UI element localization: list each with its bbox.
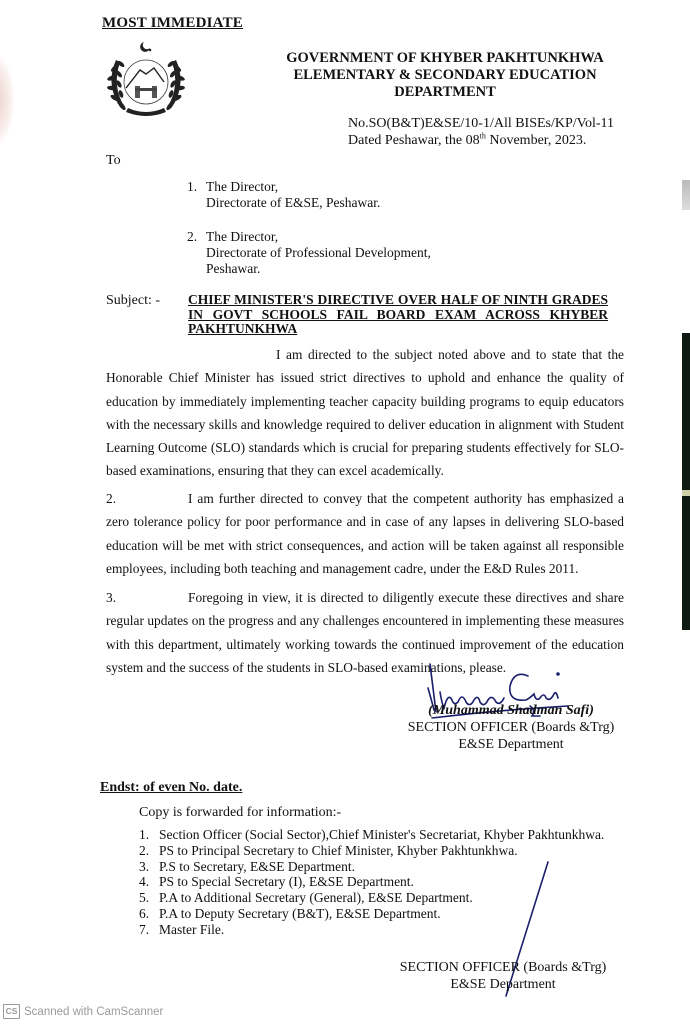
- paragraph-number: 2.: [106, 491, 117, 506]
- reference-number: No.SO(B&T)E&SE/10-1/All BISEs/KP/Vol-11: [348, 116, 615, 131]
- recipient: P.A to Additional Secretary (General), E&SE Department.: [159, 890, 473, 906]
- endorsement-title: Endst: of even No. date.: [100, 780, 243, 795]
- scan-smudge: [0, 55, 14, 145]
- watermark-label: Scanned with CamScanner: [24, 1005, 164, 1018]
- addressee-line: Directorate of Professional Development,: [206, 245, 431, 260]
- paragraph-text: Foregoing in view, it is directed to diligently execute these directives and share regular updates on the progress and any challenges encountered in implementing these measures with this department, ultimately working towards the continued improvement of the education system and the success of the students in SLO-based examinations, please.: [106, 590, 624, 675]
- paragraph-number: 3.: [106, 590, 117, 605]
- addressee-line: The Director,: [206, 179, 279, 194]
- signatory-name: (Muhammad Shadman Safi): [428, 703, 594, 718]
- signatory-department: E&SE Department: [450, 977, 556, 992]
- addressee-1: [187, 179, 380, 211]
- date-ordinal: th: [479, 131, 486, 141]
- recipient: Master File.: [159, 921, 225, 937]
- scan-edge-band: [682, 490, 690, 496]
- scan-edge-dark-strip: [682, 333, 690, 630]
- list-number: 6.: [139, 905, 150, 921]
- list-number: 5.: [139, 890, 150, 906]
- addressee-number: 2.: [187, 229, 198, 244]
- signatory-block: [400, 702, 622, 753]
- copy-intro: Copy is forwarded for information:-: [139, 805, 342, 820]
- letter-date: [348, 132, 614, 149]
- recipient: P.S to Secretary, E&SE Department.: [159, 858, 355, 874]
- addressee-line: Directorate of E&SE, Peshawar.: [206, 195, 381, 210]
- signatory-department: E&SE Department: [458, 737, 564, 752]
- addressee-line: The Director,: [206, 229, 279, 244]
- addressee-2: [187, 229, 431, 277]
- subject-label: Subject: -: [106, 293, 161, 308]
- signatory-designation: SECTION OFFICER (Boards &Trg): [399, 960, 607, 975]
- recipient: Section Officer (Social Sector),Chief Minister's Secretariat, Khyber Pakhtunkhwa.: [159, 827, 605, 842]
- addressee-line: Peshawar.: [206, 261, 261, 276]
- addressee-number: 1.: [187, 179, 198, 194]
- list-number: 7.: [139, 921, 150, 937]
- recipient: PS to Principal Secretary to Chief Minister, Khyber Pakhtunkhwa.: [159, 842, 518, 858]
- paragraph-2: [106, 487, 624, 580]
- paragraph-text: I am directed to the subject noted above and to state that the Honorable Chief Minister has issued strict directives to uphold and enhance the quality of education by immediately implementing teacher capacity building programs to equip educators with the necessary skills and knowledge required to deliver education in alignment with Student Learning Outcome (SLO) standards which is crucial for preparing students effectively for SLO-based examinations, ensuring that they can excel academically.: [106, 347, 624, 479]
- date-prefix: Dated Peshawar, the 08: [348, 133, 480, 148]
- paragraph-text: I am further directed to convey that the competent authority has emphasized a zero tolerance policy for poor performance and in case of any lapses in delivering SLO-based education will be met with strict consequences, and action will be taken against all responsible employees, including both teaching and management cadre, under the E&D Rules 2011.: [106, 491, 624, 576]
- recipient: P.A to Deputy Secretary (B&T), E&SE Department.: [159, 905, 441, 921]
- department-header: [280, 50, 610, 101]
- list-number: 3.: [139, 858, 150, 874]
- camscanner-logo-icon: CS: [3, 1004, 20, 1019]
- date-rest: November, 2023.: [485, 133, 587, 148]
- signatory-designation: SECTION OFFICER (Boards &Trg): [407, 720, 615, 735]
- camscanner-watermark: [3, 1004, 163, 1019]
- recipient: PS to Special Secretary (I), E&SE Department.: [159, 874, 414, 890]
- scan-edge-shadow: [682, 180, 690, 210]
- list-number: 1.: [139, 827, 150, 842]
- reference-block: [348, 115, 614, 149]
- list-item: [139, 827, 604, 843]
- list-number: 4.: [139, 874, 150, 890]
- list-number: 2.: [139, 842, 150, 858]
- list-item: [139, 843, 604, 859]
- header-line-government: GOVERNMENT OF KHYBER PAKHTUNKHWA: [286, 50, 604, 66]
- signatory-block-2: [392, 959, 614, 993]
- paragraph-1: [106, 343, 624, 483]
- header-line-department-suffix: DEPARTMENT: [394, 84, 496, 100]
- header-line-department: ELEMENTARY & SECONDARY EDUCATION: [293, 67, 597, 83]
- priority-label: MOST IMMEDIATE: [102, 15, 244, 31]
- to-label: To: [106, 153, 121, 168]
- subject-text: CHIEF MINISTER'S DIRECTIVE OVER HALF OF NINTH GRADES IN GOVT SCHOOLS FAIL BOARD EXAM ACROSS KHYBER PAKHTUNKHWA: [188, 292, 608, 336]
- kp-government-emblem-icon: [102, 38, 190, 122]
